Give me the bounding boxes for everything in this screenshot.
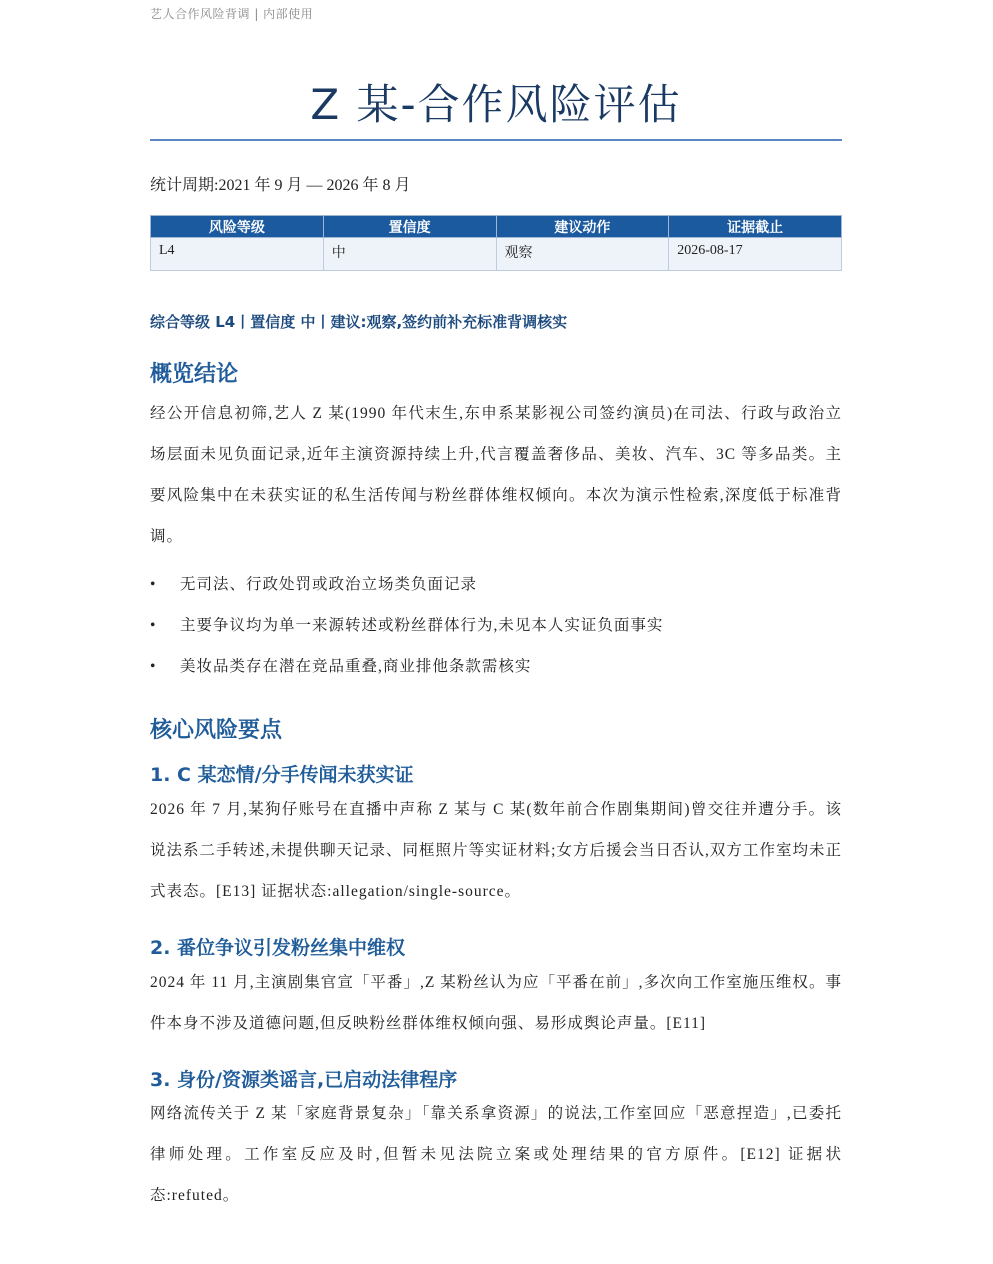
overview-heading: 概览结论	[150, 362, 239, 387]
overview-paragraph: 经公开信息初筛,艺人 Z 某(1990 年代末生,东申系某影视公司签约演员)在司法、行政与政治立场层面未见负面记录,近年主演资源持续上升,代言覆盖奢侈品、美妆、汽车、3C 等多品类。主要风险集中在未获实证的私生活传闻与粉丝群体维权倾向。本次为演示性检索,深度低于标准背调。	[150, 405, 842, 545]
risk-level-cell: L4	[151, 238, 324, 271]
action-cell: 观察	[496, 238, 669, 271]
bullet-icon: •	[150, 658, 157, 675]
bullet-icon: •	[150, 576, 157, 593]
list-item-text: 主要争议均为单一来源转述或粉丝群体行为,未见本人实证负面事实	[180, 617, 664, 634]
table-header-row	[151, 216, 842, 238]
risk-item-title: 2. 番位争议引发粉丝集中维权	[150, 937, 406, 959]
table-row	[151, 238, 842, 271]
page-title: Z 某-合作风险评估	[310, 80, 682, 129]
table-header-cell: 证据截止	[669, 216, 842, 238]
header-note: 艺人合作风险背调 | 内部使用	[150, 7, 314, 21]
overview-bullet-list	[150, 564, 842, 687]
overall-verdict: 综合等级 L4丨置信度 中丨建议:观察,签约前补充标准背调核实	[150, 313, 568, 331]
table-header-cell: 置信度	[323, 216, 496, 238]
list-item	[150, 605, 842, 646]
statistics-period: 统计周期:2021 年 9 月 — 2026 年 8 月	[150, 177, 411, 194]
risk-summary-table	[150, 215, 842, 271]
risk-item-text: 2026 年 7 月,某狗仔账号在直播中声称 Z 某与 C 某(数年前合作剧集期间)曾交往并遭分手。该说法系二手转述,未提供聊天记录、同框照片等实证材料;女方后援会当日否认,双方工作室均未正式表态。[E13] 证据状态:allegation/single-source。	[150, 801, 842, 900]
risk-item-text: 2024 年 11 月,主演剧集官宣「平番」,Z 某粉丝认为应「平番在前」,多次向工作室施压维权。事件本身不涉及道德问题,但反映粉丝群体维权倾向强、易形成舆论声量。[E11]	[150, 974, 842, 1032]
bullet-icon: •	[150, 617, 157, 634]
evidence-date-cell: 2026-08-17	[669, 238, 842, 271]
table-header-cell: 建议动作	[496, 216, 669, 238]
list-item-text: 美妆品类存在潜在竞品重叠,商业排他条款需核实	[180, 658, 532, 675]
list-item	[150, 646, 842, 687]
core-risks-heading: 核心风险要点	[150, 718, 283, 743]
risk-item-text: 网络流传关于 Z 某「家庭背景复杂」「靠关系拿资源」的说法,工作室回应「恶意捏造」,已委托律师处理。工作室反应及时,但暂未见法院立案或处理结果的官方原件。[E12] 证据状态:refuted。	[150, 1105, 842, 1204]
title-divider	[150, 139, 842, 141]
list-item	[150, 564, 842, 605]
table-header-cell: 风险等级	[151, 216, 324, 238]
risk-item-title: 3. 身份/资源类谣言,已启动法律程序	[150, 1069, 458, 1091]
confidence-cell: 中	[323, 238, 496, 271]
list-item-text: 无司法、行政处罚或政治立场类负面记录	[180, 576, 478, 593]
risk-item-title: 1. C 某恋情/分手传闻未获实证	[150, 764, 414, 786]
